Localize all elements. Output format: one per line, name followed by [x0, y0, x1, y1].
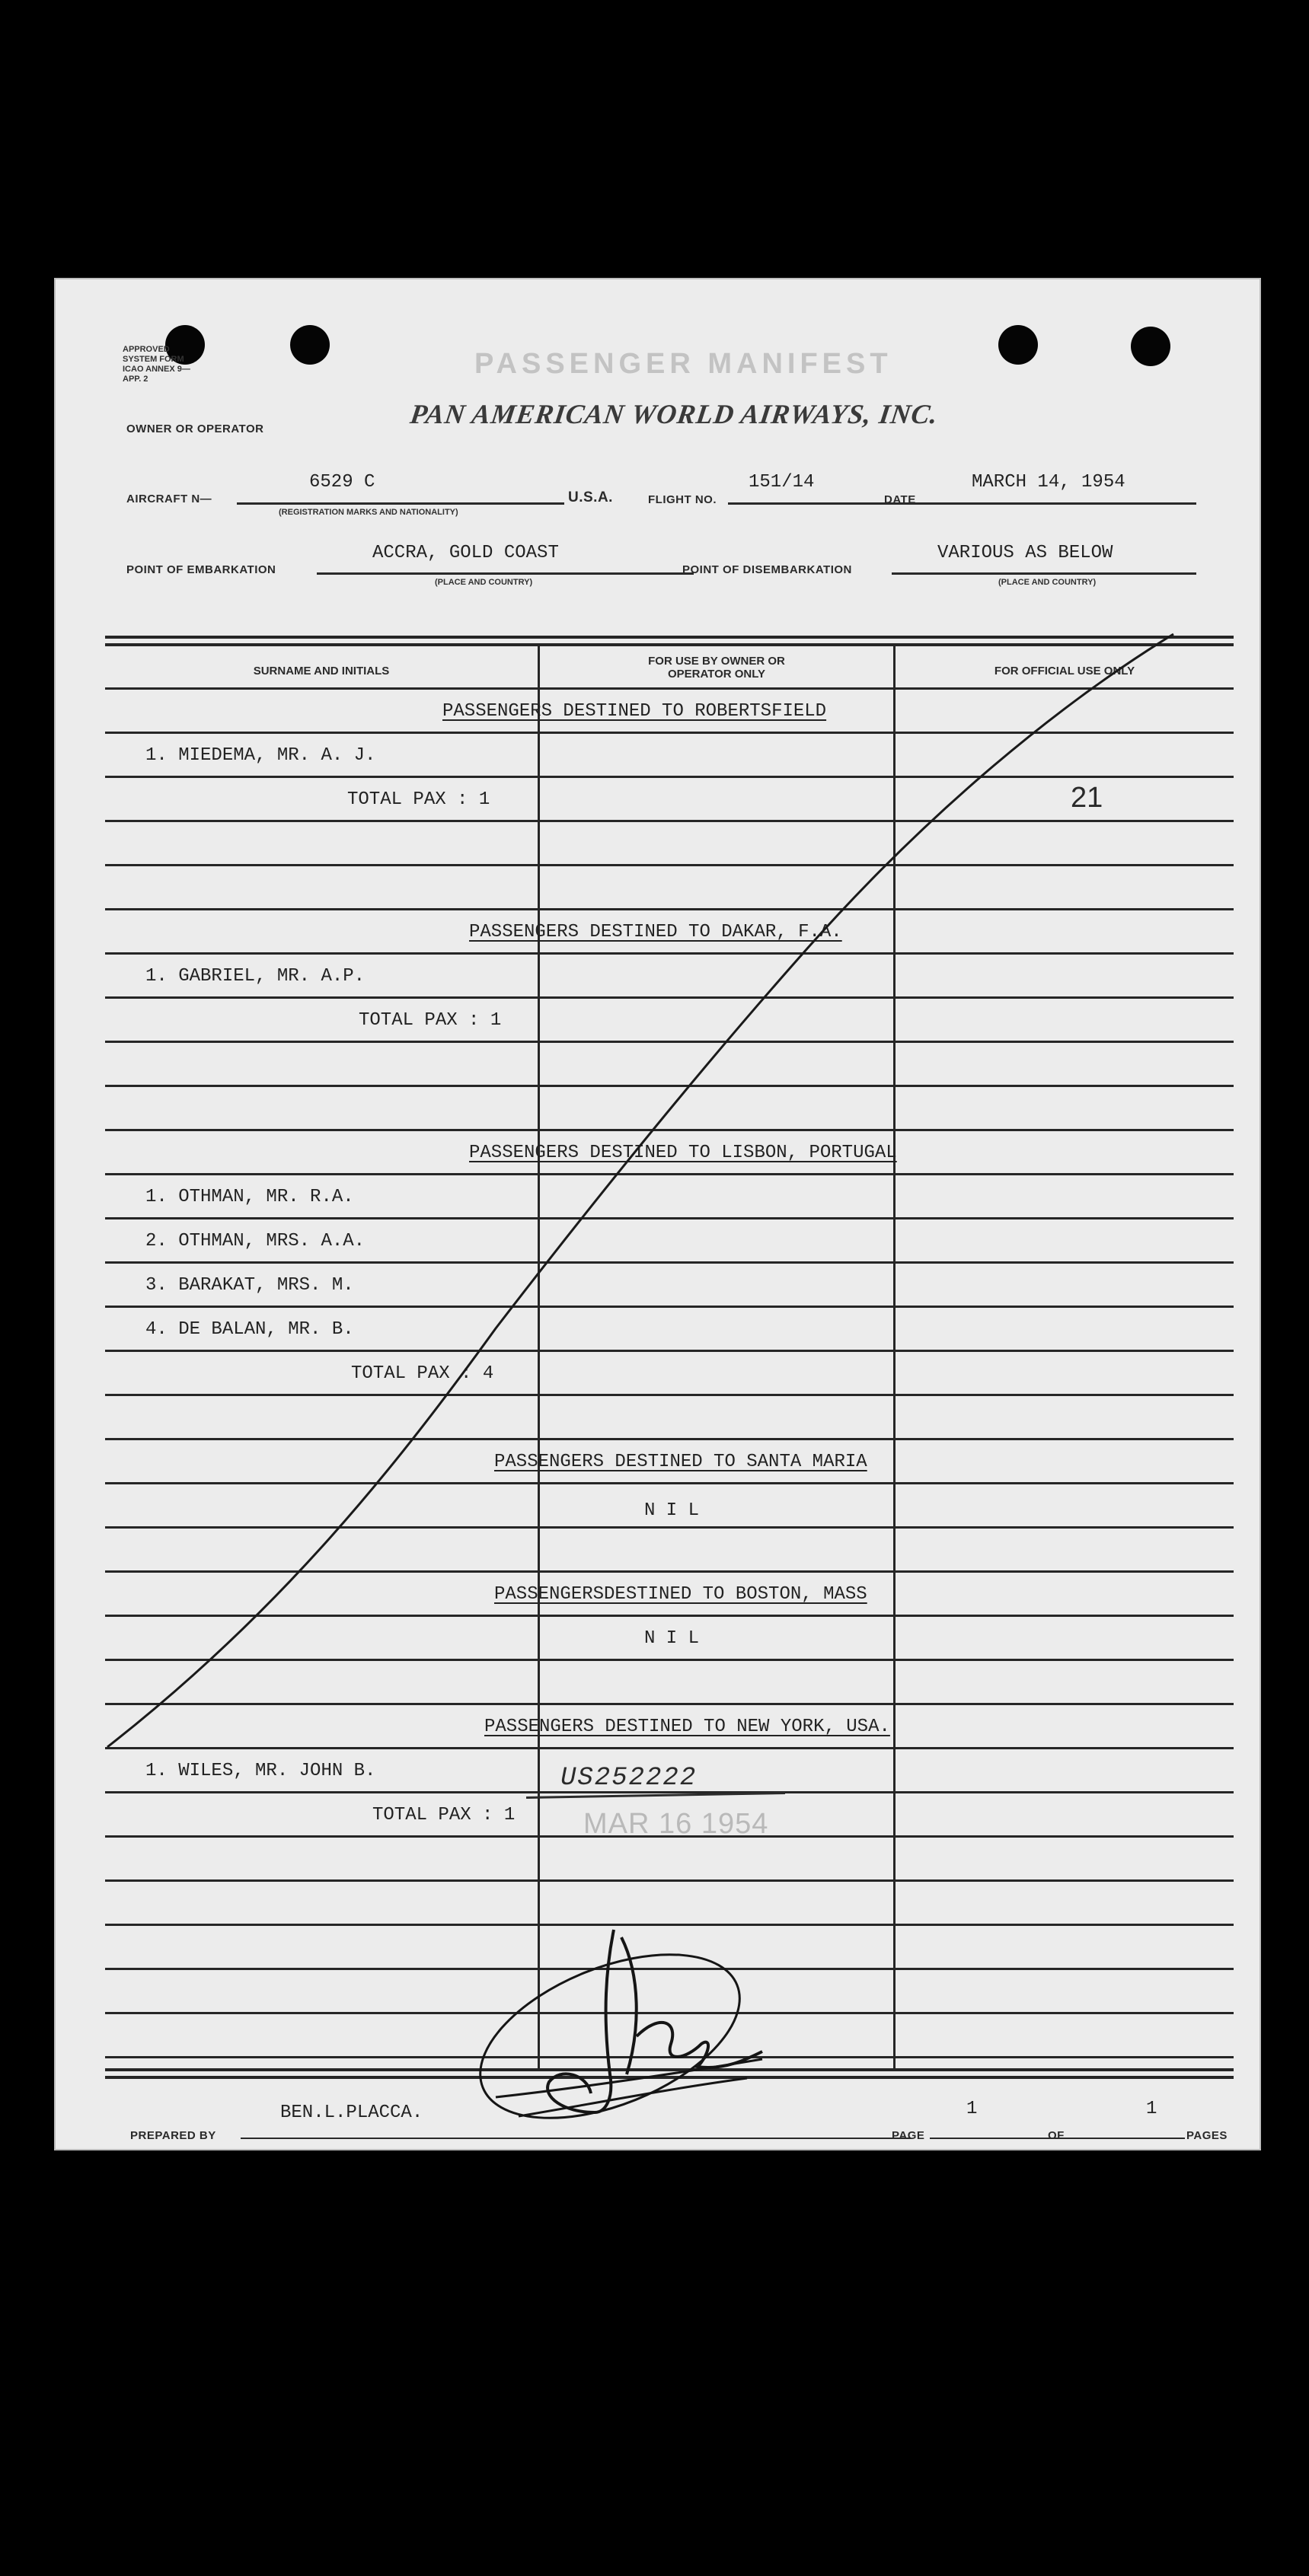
section-heading-robertsfield: PASSENGERS DESTINED TO ROBERTSFIELD	[442, 701, 827, 722]
manifest-sheet	[54, 278, 1261, 2150]
pages-label: PAGES	[1186, 2129, 1228, 2142]
page-number: 1	[966, 2099, 978, 2119]
prepared-by-name: BEN.L.PLACCA.	[280, 2103, 423, 2123]
disembarkation-sublabel: (PLACE AND COUNTRY)	[998, 578, 1097, 587]
page-title: PASSENGER MANIFEST	[474, 348, 892, 380]
section-heading-dakar: PASSENGERS DESTINED TO DAKAR, F.A.	[469, 922, 842, 942]
handwritten-stamp-number: US252222	[560, 1764, 698, 1793]
pages-underline	[1078, 2138, 1185, 2139]
page-label: PAGE	[892, 2129, 925, 2142]
passenger-row: 1. WILES, MR. JOHN B.	[145, 1761, 376, 1781]
passenger-row: 2. OTHMAN, MRS. A.A.	[145, 1231, 366, 1251]
nationality: U.S.A.	[568, 489, 613, 505]
diagonal-cancel-line	[54, 278, 1261, 2150]
passenger-row: 1. OTHMAN, MR. R.A.	[145, 1187, 354, 1207]
signature	[450, 1922, 816, 2128]
date-label: DATE	[884, 493, 916, 506]
passenger-row: 4. DE BALAN, MR. B.	[145, 1319, 354, 1340]
disembarkation-value: VARIOUS AS BELOW	[937, 543, 1113, 563]
aircraft-label: AIRCRAFT N—	[126, 493, 212, 505]
total-pax: TOTAL PAX : 1	[359, 1010, 502, 1031]
column-header-owner-use: FOR USE BY OWNER OR OPERATOR ONLY	[648, 655, 785, 681]
total-pax: TOTAL PAX : 1	[372, 1805, 516, 1825]
embarkation-sublabel: (PLACE AND COUNTRY)	[435, 578, 533, 587]
embarkation-value: ACCRA, GOLD COAST	[372, 543, 559, 563]
official-mark: 21	[1071, 782, 1103, 814]
company-name: PAN AMERICAN WORLD AIRWAYS, INC.	[408, 399, 940, 429]
column-header-official-use: FOR OFFICIAL USE ONLY	[994, 665, 1135, 677]
aircraft-value: 6529 C	[309, 472, 375, 493]
section-heading-new-york: PASSENGERS DESTINED TO NEW YORK, USA.	[484, 1717, 890, 1737]
date-stamp: MAR 16 1954	[583, 1808, 769, 1840]
column-header-surname: SURNAME AND INITIALS	[253, 665, 390, 677]
flight-value: 151/14	[749, 472, 815, 493]
disembarkation-label: POINT OF DISEMBARKATION	[682, 563, 852, 576]
passenger-row: 3. BARAKAT, MRS. M.	[145, 1275, 354, 1296]
nil-entry: N I L	[644, 1500, 700, 1521]
passenger-row: 1. GABRIEL, MR. A.P.	[145, 966, 366, 987]
passenger-row: 1. MIEDEMA, MR. A. J.	[145, 745, 376, 766]
approved-note: APPROVED SYSTEM FORM ICAO ANNEX 9—APP. 2	[123, 345, 190, 384]
total-pages: 1	[1146, 2099, 1157, 2119]
of-label: OF	[1048, 2129, 1065, 2142]
owner-label: OWNER OR OPERATOR	[126, 422, 264, 435]
page-underline	[930, 2138, 1093, 2139]
section-heading-santa-maria: PASSENGERS DESTINED TO SANTA MARIA	[494, 1452, 867, 1472]
section-heading-lisbon: PASSENGERS DESTINED TO LISBON, PORTUGAL	[469, 1143, 897, 1163]
nil-entry: N I L	[644, 1628, 700, 1649]
prepared-by-underline	[241, 2138, 911, 2139]
total-pax: TOTAL PAX : 1	[347, 789, 490, 810]
flight-label: FLIGHT NO.	[648, 493, 717, 506]
date-value: MARCH 14, 1954	[972, 472, 1125, 493]
section-heading-boston: PASSENGERSDESTINED TO BOSTON, MASS	[494, 1584, 867, 1605]
total-pax: TOTAL PAX : 4	[351, 1363, 494, 1384]
embarkation-label: POINT OF EMBARKATION	[126, 563, 276, 576]
aircraft-sublabel: (REGISTRATION MARKS AND NATIONALITY)	[279, 508, 458, 517]
prepared-by-label: PREPARED BY	[130, 2129, 216, 2142]
